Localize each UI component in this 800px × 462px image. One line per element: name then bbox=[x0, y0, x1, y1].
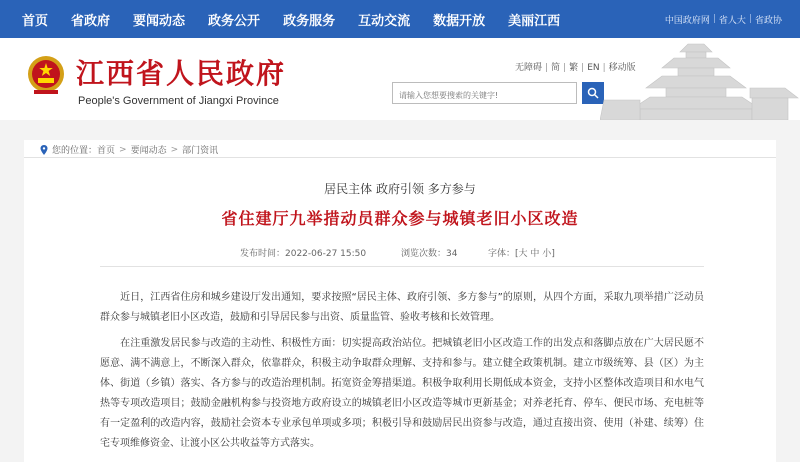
article-paragraph: 在注重激发居民参与改造的主动性、积极性方面：切实提高政治站位。把城镇老旧小区改造工作的出发点和落脚点放在广大居民愿不愿意、满不满意上，不断深入群众，依靠群众，积极主动争取群众理解、支持和参与。建立健全政策机制。建立市级统筹、县（区）为主体、街道（乡镇）落实、各方参与的改造治理机制。拓宽资金筹措渠道。积极争取利用长期低成本资金，支持小区整体改造项目和水电气热等专项改造项目；鼓励金融机构参与投资地方政府设立的城镇老旧小区改造等城市更新基金；对养老托育、停车、便民市场、充电桩等有一定盈利的改造内容，鼓励社会资本专业承包单项或多项；积极引导和鼓励居民出资参与改造，通过直接出资、使用（补建、续筹）住宅专项维修资金、让渡小区公共收益等方式落实。 bbox=[100, 338, 704, 449]
divider: | bbox=[712, 14, 716, 24]
traditional-chinese-link[interactable]: 繁 bbox=[569, 63, 579, 73]
search-icon bbox=[587, 87, 599, 99]
article-title: 省住建厅九举措动员群众参与城镇老旧小区改造 bbox=[221, 209, 579, 228]
view-count: 浏览次数：34 bbox=[401, 249, 458, 259]
site-title-english: People's Government of Jiangxi Province bbox=[78, 95, 279, 107]
font-size-close: ] bbox=[551, 249, 555, 259]
font-size-medium[interactable]: 中 bbox=[530, 249, 540, 259]
nav-news[interactable]: 要闻动态 bbox=[133, 13, 186, 29]
breadcrumb-separator: > bbox=[170, 144, 179, 155]
search-box bbox=[392, 82, 577, 104]
divider bbox=[100, 266, 704, 267]
nav-home[interactable]: 首页 bbox=[22, 13, 49, 29]
font-size-label: 字体：[ bbox=[488, 249, 519, 259]
divider: | bbox=[545, 63, 549, 73]
divider: | bbox=[563, 63, 567, 73]
pagoda-illustration bbox=[600, 38, 800, 120]
breadcrumb-home[interactable]: 首页 bbox=[97, 146, 116, 156]
breadcrumb-separator: > bbox=[119, 144, 127, 155]
article-subtitle: 居民主体 政府引领 多方参与 bbox=[324, 182, 476, 196]
link-china-gov[interactable]: 中国政府网 bbox=[664, 15, 710, 26]
nav-open-data[interactable]: 数据开放 bbox=[433, 13, 486, 29]
mobile-version-link[interactable]: 移动版 bbox=[608, 63, 636, 73]
location-pin-icon bbox=[40, 145, 48, 155]
font-size-small[interactable]: 小 bbox=[542, 249, 552, 259]
article-container bbox=[24, 140, 776, 462]
breadcrumb-department-news[interactable]: 部门资讯 bbox=[182, 146, 219, 156]
link-provincial-congress[interactable]: 省人大 bbox=[718, 15, 746, 26]
font-size-large[interactable]: 大 bbox=[518, 249, 528, 259]
breadcrumb-news[interactable]: 要闻动态 bbox=[130, 146, 167, 156]
national-emblem-icon bbox=[26, 54, 66, 96]
divider: | bbox=[748, 14, 752, 24]
nav-beautiful-jiangxi[interactable]: 美丽江西 bbox=[508, 13, 561, 29]
nav-government-affairs[interactable]: 政务公开 bbox=[208, 13, 261, 29]
quick-links bbox=[665, 13, 782, 26]
link-provincial-cppcc[interactable]: 省政协 bbox=[754, 15, 782, 26]
article-paragraph: 近日，江西省住房和城乡建设厅发出通知，要求按照“居民主体、政府引领、多方参与”的原则，从四个方面，采取九项举措广泛动员群众参与城镇老旧小区改造，鼓励和引导居民参与出资、质量监管、验收考核和长效管理。 bbox=[100, 292, 704, 323]
site-header bbox=[0, 38, 800, 120]
simplified-chinese-link[interactable]: 简 bbox=[551, 63, 561, 73]
font-size-control bbox=[488, 246, 555, 259]
site-title[interactable]: 江西省人民政府 bbox=[76, 57, 287, 90]
english-link[interactable]: EN bbox=[587, 63, 600, 73]
divider bbox=[24, 157, 776, 158]
accessibility-link[interactable]: 无障碍 bbox=[515, 63, 543, 73]
top-nav-bar bbox=[0, 0, 800, 38]
divider: | bbox=[602, 63, 606, 73]
divider: | bbox=[581, 63, 585, 73]
search-input[interactable] bbox=[393, 86, 539, 106]
breadcrumb-label: 您的位置： bbox=[52, 146, 98, 156]
nav-provincial-government[interactable]: 省政府 bbox=[71, 13, 111, 29]
publish-time: 发布时间：2022-06-27 15:50 bbox=[240, 249, 367, 259]
nav-interaction[interactable]: 互动交流 bbox=[358, 13, 411, 29]
nav-government-services[interactable]: 政务服务 bbox=[283, 13, 336, 29]
breadcrumb bbox=[40, 143, 218, 156]
